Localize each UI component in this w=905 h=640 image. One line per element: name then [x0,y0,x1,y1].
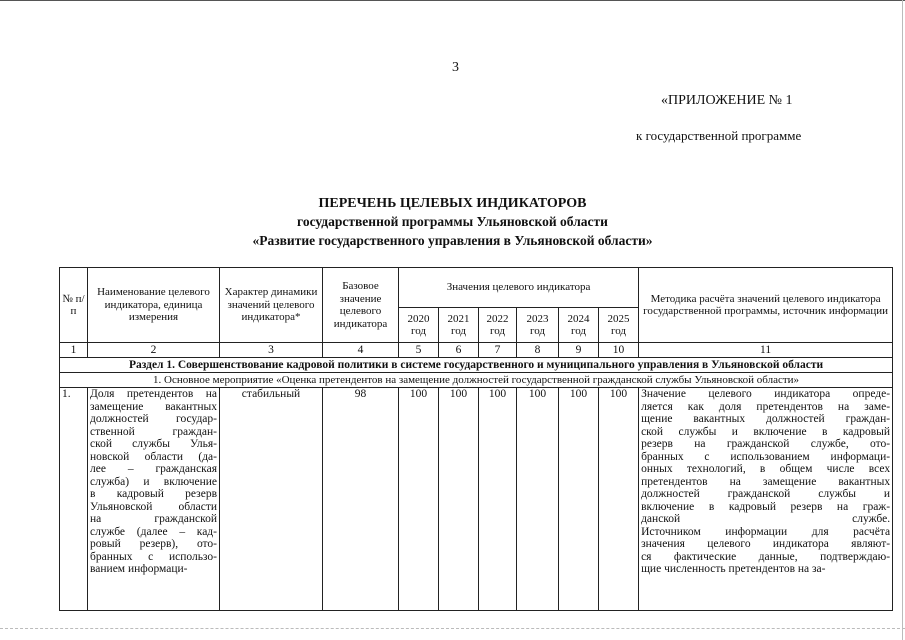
calculation-method-line: щение вакантных должностей граждан- [641,413,891,425]
calculation-method-line: включение в кадровый резерв на граж- [641,500,891,513]
value-2020: 100 [399,388,439,611]
column-number: 6 [439,343,479,358]
table-row [60,388,893,611]
column-number: 7 [479,343,517,358]
calculation-method [641,388,890,576]
value-2024: 100 [559,388,599,611]
row-number: 1. [60,388,88,611]
dynamics-character: стабильный [220,388,323,611]
calculation-method-line: претендентов на замещение вакантных [641,475,891,488]
value-2022: 100 [479,388,517,611]
calculation-method-line: должностей гражданской службы и [641,488,891,500]
indicator-name-line: службе (далее – кад- [90,525,217,538]
column-number: 1 [60,343,88,358]
column-numbers-row [60,343,893,358]
document-subtitle-program: государственной программы Ульяновской области [297,214,608,229]
header-num: № п/п [60,268,88,343]
indicator-name-line: ровый резерв), ото- [90,538,217,550]
indicator-name-line: бранных с использо- [90,550,217,563]
column-number: 3 [220,343,323,358]
indicator-name-line: ственной граждан- [90,425,217,438]
appendix-title: «ПРИЛОЖЕНИЕ № 1 [661,93,793,108]
header-name: Наименование целевого индикатора, единица измерения [88,268,220,343]
page-top-border [0,0,905,1]
indicator-name-line: новской области (да- [90,450,217,463]
header-values-group: Значения целевого индикатора [399,268,639,308]
subsection-title: 1. Основное мероприятие «Оценка претендентов на замещение должностей государственной гражданской службы Ульяновской области» [60,373,893,388]
column-number: 5 [399,343,439,358]
value-2021: 100 [439,388,479,611]
indicator-name-line: ской службы Улья- [90,438,217,450]
value-2025: 100 [599,388,639,611]
header-base-value: Базовое значение целевого индикатора [323,268,399,343]
indicator-name-line: ванием информаци- [90,563,188,575]
column-number: 11 [639,343,893,358]
calculation-method-line: щие численность претендентов на за- [641,563,826,575]
indicator-name-line: Ульяновской области [90,500,217,513]
indicators-table [59,267,893,611]
calculation-method-line: онных технологий, в общем числе всех [641,463,891,475]
document-title: ПЕРЕЧЕНЬ ЦЕЛЕВЫХ ИНДИКАТОРОВ [318,196,587,211]
indicator-name-line: лее – гражданская [90,463,217,475]
appendix-subtitle: к государственной программе [636,128,802,143]
column-number: 8 [517,343,559,358]
calculation-method-line: Значение целевого индикатора опреде- [641,388,891,400]
header-year: 2020 год [399,308,439,343]
indicator-name-line: Доля претендентов на [90,388,217,400]
header-year: 2024 год [559,308,599,343]
column-number: 10 [599,343,639,358]
calculation-method-line: данской службе. [641,513,891,525]
indicator-name-line: должностей государ- [90,413,217,425]
calculation-method-line: резерв на гражданской службе, ото- [641,438,891,450]
calculation-method-line: Источником информации для расчёта [641,525,891,538]
header-character: Характер динамики значений целевого индикатора* [220,268,323,343]
scan-artifact-line [0,628,905,630]
indicator-name-line: в кадровый резерв [90,488,217,500]
indicator-name-cell [88,388,220,611]
calculation-method-line: значения целевого индикатора являют- [641,538,891,550]
section-title: Раздел 1. Совершенствование кадровой политики в системе государственного и муниципального управления в Ульяновской области [60,358,893,373]
indicator-name [90,388,217,576]
header-year: 2022 год [479,308,517,343]
indicator-name-line: замещение вакантных [90,400,217,413]
page-number: 3 [452,60,459,75]
page-right-border [902,0,903,640]
calculation-method-line: бранных с использованием информаци- [641,450,891,463]
header-year: 2021 год [439,308,479,343]
header-year: 2023 год [517,308,559,343]
column-number: 2 [88,343,220,358]
header-year: 2025 год [599,308,639,343]
indicator-name-line: на гражданской [90,513,217,525]
calculation-method-line: ляется как доля претендентов на заме- [641,400,891,413]
calculation-method-line: ся фактические данные, подтверждаю- [641,550,891,563]
header-method: Методика расчёта значений целевого индикатора государственной программы, источник информации [639,268,893,343]
column-number: 4 [323,343,399,358]
method-cell [639,388,893,611]
base-value: 98 [323,388,399,611]
document-subtitle-name: «Развитие государственного управления в Ульяновской области» [252,233,653,248]
indicator-name-line: служба) и включение [90,475,217,488]
calculation-method-line: ской службы и включение в кадровый [641,425,891,438]
column-number: 9 [559,343,599,358]
value-2023: 100 [517,388,559,611]
